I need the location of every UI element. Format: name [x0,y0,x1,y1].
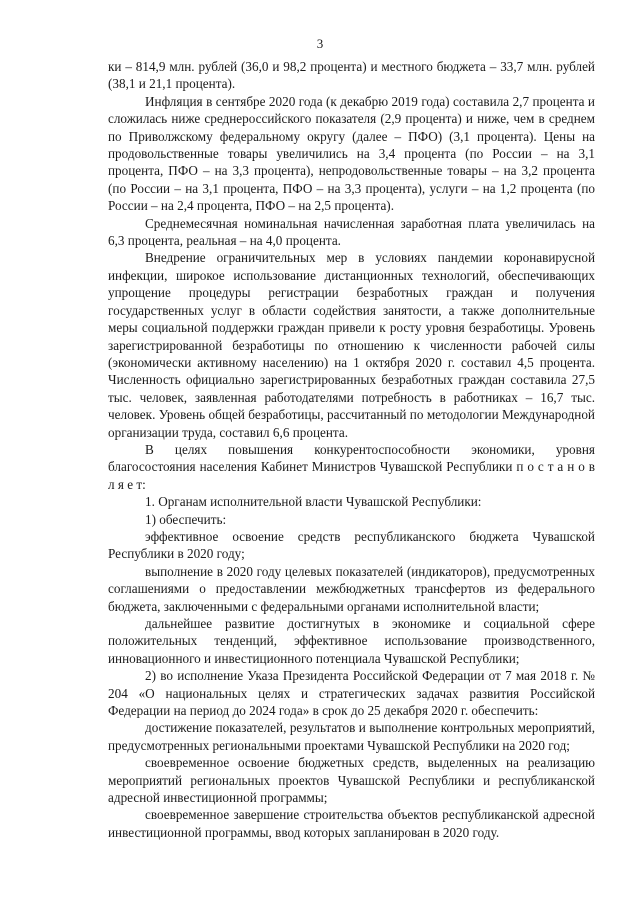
paragraph-subitem-1: 1) обеспечить: [145,511,227,527]
paragraph-budget-funds: своевременное освоение бюджетных средств, выделенных на реализацию мероприятий региональных проектов Чувашской Республики и республиканской адресной инвестиционной программы; [108,755,595,806]
paragraph-inflation: Инфляция в сентябре 2020 года (к декабрю 2019 года) составила 2,7 процента и сложилась ниже среднероссийского показателя (2,9 процента) и ниже, чем в среднем по Приволжскому федеральному округу (далее – ПФО) (3,1 процента). Цены на продовольственные товары увеличились на 3,4 процента (по России – на 3,1 процента, ПФО – на 3,3 процента), непродовольственные товары – на 3,2 процента (по России – на 3,1 процента, ПФО – на 3,3 процента), услуги – на 1,2 процента (по России – на 2,4 процента, ПФО – на 2,5 процента). [108,93,595,214]
paragraph-subitem-2: 2) во исполнение Указа Президента Российской Федерации от 7 мая 2018 г. № 204 «О национальных целях и стратегических задачах развития Российской Федерации на период до 2024 года» в срок до 25 декабря 2020 г. обеспечить: [108,668,595,719]
paragraph-construction-completion: своевременное завершение строительства объектов республиканской адресной инвестиционной программы, ввод которых запланирован в 2020 году. [108,807,595,840]
paragraph-budget-development: эффективное освоение средств республиканского бюджета Чувашской Республики в 2020 году; [108,528,595,562]
paragraph-target-indicators: выполнение в 2020 году целевых показателей (индикаторов), предусмотренных соглашениями о предоставлении межбюджетных трансфертов из федерального бюджета, заключенными с федеральными органами исполнительной власти; [108,563,595,614]
paragraph-further-development: дальнейшее развитие достигнутых в экономике и социальной сфере положительных тенденций, эффективное использование производственного, инновационного и инвестиционного потенциала Чувашской Республики; [108,616,595,666]
paragraph-wages: Среднемесячная номинальная начисленная заработная плата увеличилась на 6,3 процента, реальная – на 4,0 процента. [108,215,595,249]
paragraph-resolution-preamble: В целях повышения конкурентоспособности экономики, уровня благосостояния населения Кабинет Министров Чувашской Республики п о с т а н о в л я е т: [108,441,595,492]
paragraph-regional-projects: достижение показателей, результатов и выполнение контрольных мероприятий, предусмотренных региональными проектами Чувашской Республики на 2020 год; [108,720,595,753]
document-body [108,58,595,841]
page-number: 3 [316,36,324,51]
paragraph-unemployment: Внедрение ограничительных мер в условиях пандемии коронавирусной инфекции, широкое использование дистанционных технологий, обеспечивающих упрощение процедуры регистрации безработных граждан и получения государственных услуг в области содействия занятости, а также дополнительные меры социальной поддержки граждан привели к росту уровня безработицы. Уровень зарегистрированной безработицы по отношению к численности рабочей силы (экономически активному населению) на 1 октября 2020 г. составил 4,5 процента. Численность официально зарегистрированных безработных граждан составила 27,5 тыс. человек, заявленная работодателями потребность в работниках – 16,7 тыс. человек. Уровень общей безработицы, рассчитанный по методологии Международной организации труда, составил 6,6 процента. [108,250,595,440]
paragraph-budget-continuation: ки – 814,9 млн. рублей (36,0 и 98,2 процента) и местного бюджета – 33,7 млн. рублей (38,1 и 21,1 процента). [108,59,595,92]
paragraph-item-1: 1. Органам исполнительной власти Чувашской Республики: [145,494,482,510]
